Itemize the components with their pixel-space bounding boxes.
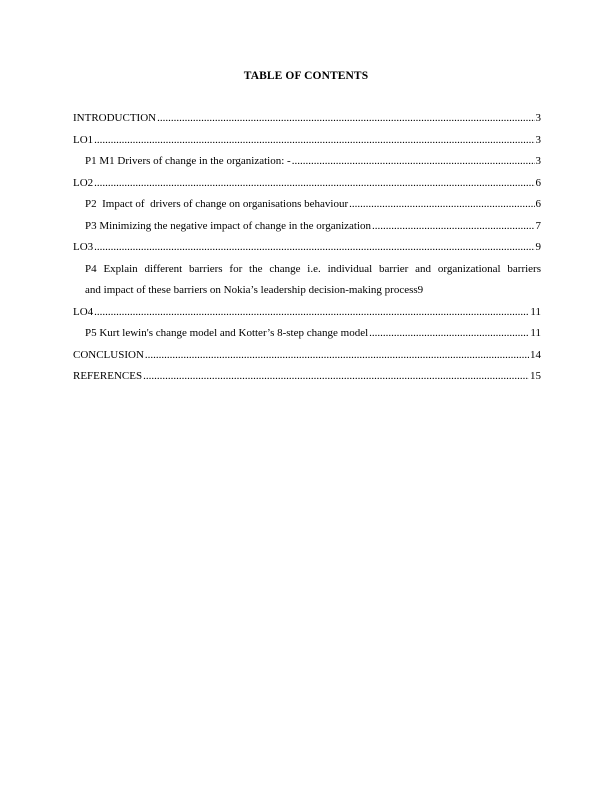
toc-entry-label: P5 Kurt lewin's change model and Kotter’s 8-step change model (85, 327, 369, 339)
toc-entry-lo4[interactable] (73, 305, 541, 327)
toc-entry-page: 11 (530, 327, 541, 339)
toc-entry-label-line1: P4 Explain different barriers for the change i.e. individual barrier and organizational barriers (85, 262, 541, 275)
toc-leader-dots (94, 305, 529, 319)
toc-leader-dots (349, 197, 534, 211)
toc-entry-label: P3 Minimizing the negative impact of change in the organization (85, 219, 372, 232)
toc-entry-label: LO1 (73, 133, 94, 146)
toc-leader-dots (369, 326, 529, 340)
toc-entry-label: LO4 (73, 305, 94, 318)
toc-entry-lo3[interactable] (73, 240, 541, 262)
toc-entry-label-line2: and impact of these barriers on Nokia’s leadership decision-making process (85, 284, 418, 296)
toc-entry-label: CONCLUSION (73, 348, 144, 361)
toc-entry-page: 3 (535, 133, 541, 146)
toc-leader-dots (94, 133, 534, 147)
toc-leader-dots (94, 240, 534, 254)
toc-entry-p5[interactable] (73, 326, 541, 348)
toc-entry-lo2[interactable] (73, 176, 541, 198)
toc-entry-label: LO2 (73, 176, 94, 189)
toc-entry-p2[interactable] (73, 197, 541, 219)
toc-entry-label: REFERENCES (73, 370, 143, 382)
toc-entry-p3[interactable] (73, 219, 541, 241)
toc-entry-page: 3 (535, 112, 541, 124)
toc-leader-dots (372, 219, 534, 233)
toc-entry-lo1[interactable] (73, 133, 541, 155)
toc-leader-dots (145, 348, 529, 362)
toc-leader-dots (292, 154, 535, 168)
table-of-contents (73, 111, 541, 391)
toc-leader-dots (157, 111, 534, 125)
toc-entry-conclusion[interactable] (73, 348, 541, 370)
toc-entry-introduction[interactable] (73, 111, 541, 133)
toc-entry-page: 15 (530, 370, 541, 382)
toc-entry-page: 9 (417, 284, 424, 296)
toc-entry-label: P2 Impact of drivers of change on organisations behaviour (85, 198, 349, 210)
toc-entry-page: 6 (535, 198, 541, 210)
toc-entry-page: 6 (535, 176, 541, 189)
toc-entry-page: 14 (530, 348, 541, 361)
toc-entry-page: 3 (535, 155, 541, 167)
toc-entry-page: 11 (530, 305, 541, 318)
toc-title: TABLE OF CONTENTS (243, 70, 369, 82)
toc-entry-page: 7 (535, 219, 541, 232)
toc-entry-label: INTRODUCTION (73, 112, 157, 124)
toc-entry-label: LO3 (73, 241, 94, 253)
toc-entry-p1[interactable] (73, 154, 541, 176)
toc-entry-page: 9 (535, 241, 541, 253)
toc-leader-dots (143, 369, 529, 383)
toc-entry-references[interactable] (73, 369, 541, 391)
toc-entry-line2 (85, 283, 541, 305)
toc-entry-p4[interactable] (73, 262, 541, 305)
toc-entry-label: P1 M1 Drivers of change in the organization: - (85, 155, 291, 167)
toc-leader-dots (94, 176, 534, 190)
